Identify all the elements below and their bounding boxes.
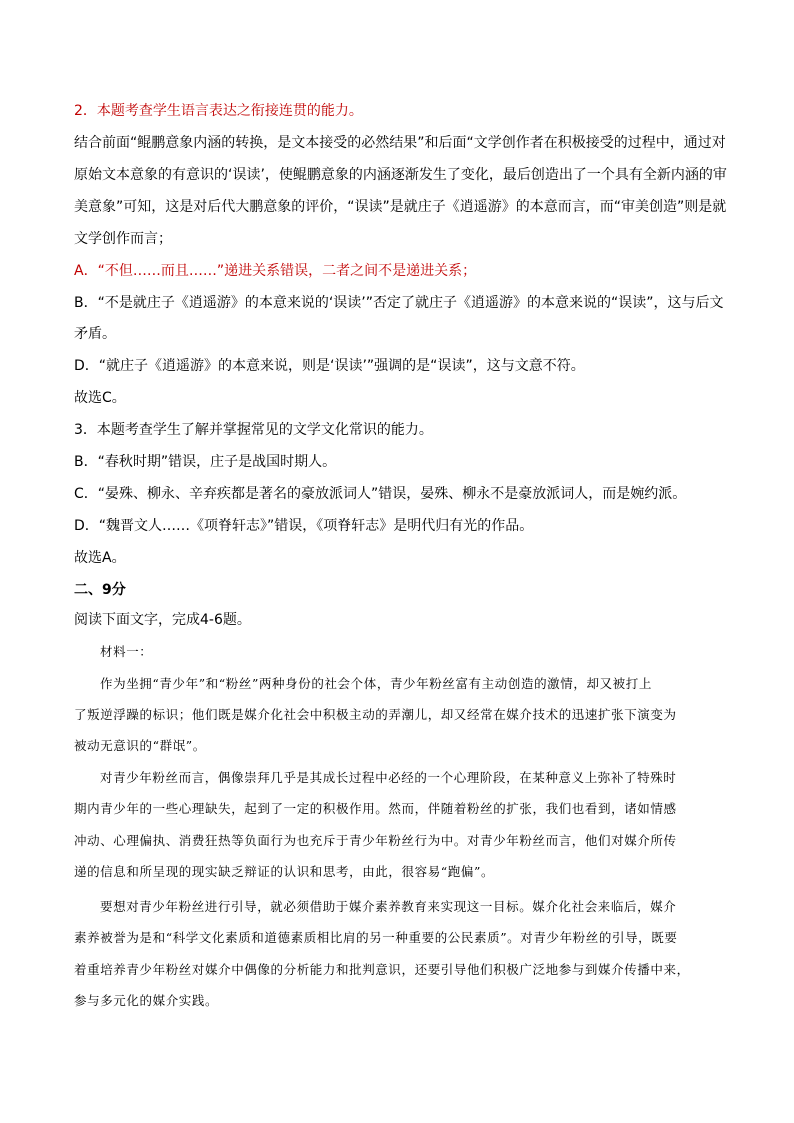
q2-para-line-4: 文学创作而言； (74, 231, 172, 247)
q3-answer: 故选A。 (74, 550, 126, 566)
q2-para-line-1: 结合前面“鲲鹏意象内涵的转换，是文本接受的必然结果”和后面“文学创作者在积极接受的过程中，通过对 (74, 135, 726, 151)
material-p2-line-4: 递的信息和所呈现的现实缺乏辩证的认识和思考，由此，很容易“跑偏”。 (74, 864, 495, 879)
material-p2-line-2: 期内青少年的一些心理缺失，起到了一定的积极作用。然而，伴随着粉丝的扩张，我们也看到，诸如情感 (74, 801, 677, 816)
q3-title: 3．本题考查学生了解并掌握常见的文学文化常识的能力。 (74, 422, 433, 438)
material-p3-line-1: 要想对青少年粉丝进行引导，就必须借助于媒介素养教育来实现这一目标。媒介化社会来临后，媒介 (100, 899, 677, 914)
material-p1-line-3: 被动无意识的“群氓”。 (74, 738, 206, 753)
material-label: 材料一： (100, 644, 153, 659)
material-p3-line-4: 参与多元化的媒介实践。 (74, 993, 219, 1008)
q2-para-line-3: 美意象”可知，这是对后代大鹏意象的评价，“误读”是就庄子《逍遥游》的本意而言，而“审美创造”则是就 (74, 199, 727, 215)
material-p3-line-2: 素养被誉为是和“科学文化素质和道德素质相比肩的另一种重要的公民素质”。对青少年粉丝的引导，既要 (74, 930, 678, 945)
material-p3-line-3: 着重培养青少年粉丝对媒介中偶像的分析能力和批判意识，还要引导他们积极广泛地参与到媒介传播中来， (74, 962, 690, 977)
q2-option-a: A．“不但……而且……”递进关系错误，二者之间不是递进关系； (74, 263, 477, 279)
section-heading: 二、9分 (74, 582, 126, 598)
q2-option-b-line-1: B．“不是就庄子《逍遥游》的本意来说的‘误读’”否定了就庄子《逍遥游》的本意来说的“误读”，这与后文 (74, 295, 724, 311)
q3-option-d: D．“魏晋文人……《项脊轩志》”错误，《项脊轩志》是明代归有光的作品。 (74, 518, 534, 534)
q2-para-line-2: 原始文本意象的有意识的‘误读’，使鲲鹏意象的内涵逐渐发生了变化，最后创造出了一个具有全新内涵的审 (74, 167, 727, 183)
q3-option-c: C．“晏殊、柳永、辛弃疾都是著名的豪放派词人”错误，晏殊、柳永不是豪放派词人，而是婉约派。 (74, 486, 687, 502)
q3-option-b: B．“春秋时期”错误，庄子是战国时期人。 (74, 454, 337, 470)
section-instruction: 阅读下面文字，完成4-6题。 (74, 612, 251, 628)
q2-answer: 故选C。 (74, 390, 126, 406)
material-p1-line-2: 了叛逆浮躁的标识；他们既是媒介化社会中积极主动的弄潮儿，却又经常在媒介技术的迅速扩张下演变为 (74, 707, 677, 722)
q2-option-d: D．“就庄子《逍遥游》的本意来说，则是‘误读’”强调的是“误读”，这与文意不符。 (74, 358, 585, 374)
material-p2-line-1: 对青少年粉丝而言，偶像崇拜几乎是其成长过程中必经的一个心理阶段，在某种意义上弥补了特殊时 (100, 770, 677, 785)
material-p2-line-3: 冲动、心理偏执、消费狂热等负面行为也充斥于青少年粉丝行为中。对青少年粉丝而言，他们对媒介所传 (74, 833, 677, 848)
q2-option-b-line-2: 矛盾。 (74, 326, 116, 342)
material-p1-line-1: 作为坐拥“青少年”和“粉丝”两种身份的社会个体，青少年粉丝富有主动创造的激情，却又被打上 (100, 676, 652, 691)
q2-title: 2．本题考查学生语言表达之衔接连贯的能力。 (74, 103, 363, 119)
